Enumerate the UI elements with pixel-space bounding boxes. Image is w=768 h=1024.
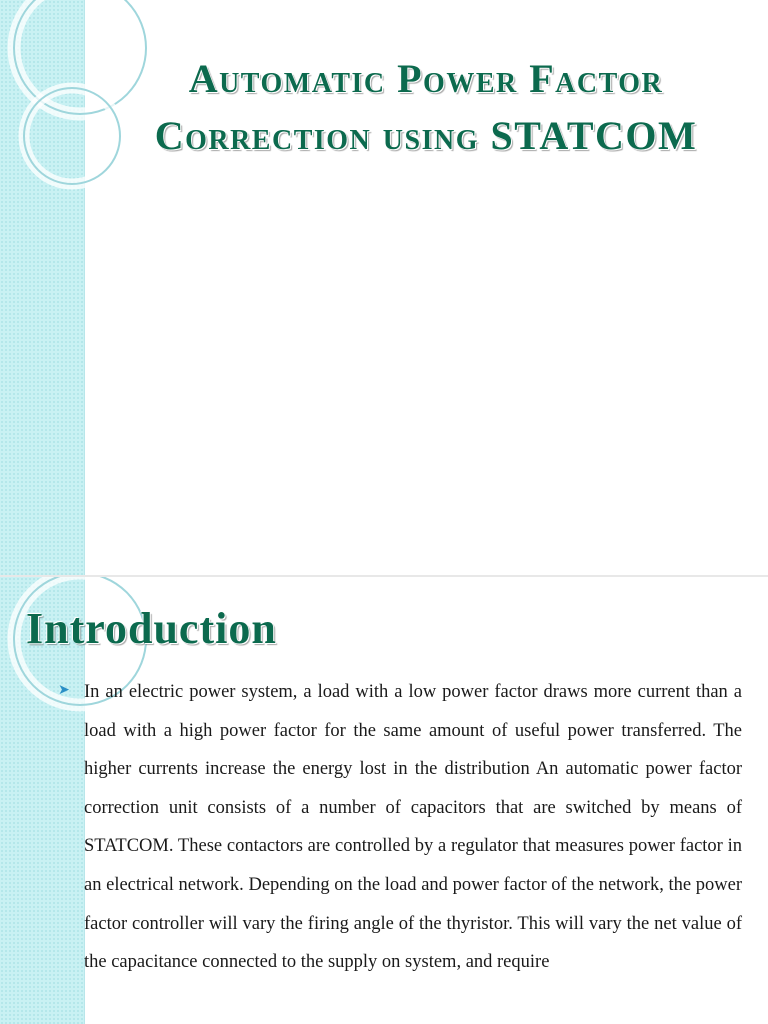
arrow-bullet-icon: ➤ <box>58 683 70 698</box>
introduction-slide <box>0 577 768 1024</box>
introduction-paragraph: In an electric power system, a load with a low power factor draws more current than a load with a high power factor for the same amount of useful power transferred. The higher currents increase the energy lost in the distribution An automatic power factor correction unit consists of a number of capacitors that are switched by means of STATCOM. These contactors are controlled by a regulator that measures power factor in an electrical network. Depending on the load and power factor of the network, the power factor controller will vary the firing angle of the thyristor. This will vary the net value of the capacitance connected to the supply on system, and require <box>84 682 742 973</box>
slide-title: Automatic Power Factor Correction using STATCOM <box>154 56 698 158</box>
section-heading: Introduction <box>26 604 277 653</box>
